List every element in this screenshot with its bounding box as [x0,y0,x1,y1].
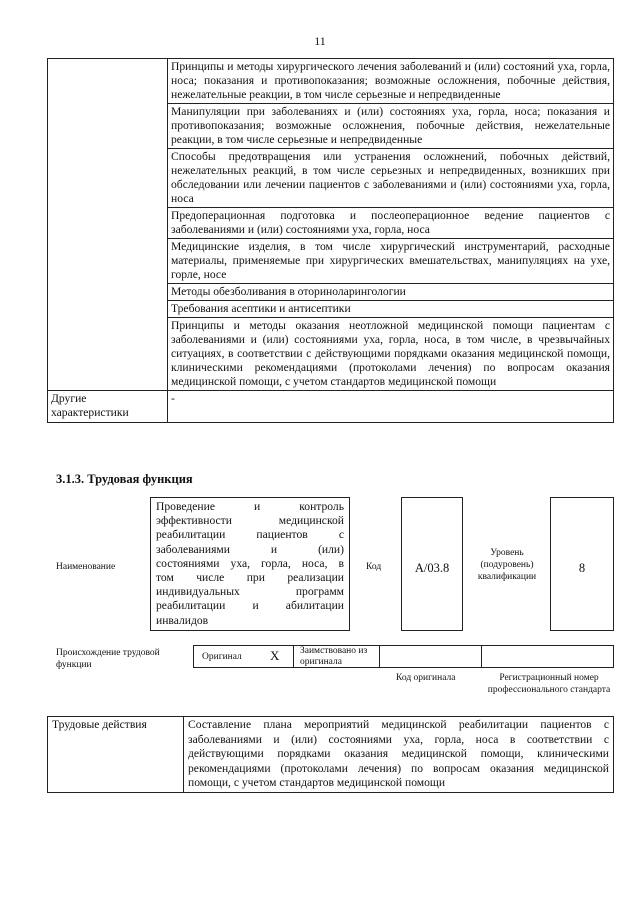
other-characteristics-value: - [168,391,614,423]
knowledge-item: Манипуляции при заболеваниях и (или) состояниях уха, горла, носа; показания и противопоказания; возможные осложнения, побочные действия, нежелательные реакции, в том числе серьезные и непредвиденные [168,104,614,149]
name-line: эффективности медицинской [156,514,344,528]
level-label: Уровень (подуровень) квалификации [477,548,537,582]
original-cell [194,646,294,667]
actions-text: Составление плана мероприятий медицинской реабилитации пациентов с заболеваниями и (или) состояниями уха, горла, носа в соответствии с действующими порядками оказания медицинской помощи, клиническими рекомендациями (протоколами лечения) по вопросам оказания медицинской помощи, с учетом стандартов медицинской помощи [184,717,614,793]
knowledge-item: Способы предотвращения или устранения осложнений, побочных действий, нежелательных реакций, в том числе серьезных и непредвиденных, возникших при обследовании или лечении пациентов с заболеваниями и (или) состояниями уха, горла, носа [168,149,614,208]
name-line: индивидуальных программ [156,585,344,599]
name-line: реабилитации и абилитации [156,599,344,613]
name-line: заболеваниями и (или) [156,542,344,556]
table-row [48,391,614,423]
code-original-label: Код оригинала [396,673,456,683]
page-number: 11 [314,34,326,48]
origin-row [193,645,614,668]
name-line: состояниями уха, горла, носа, в [156,556,344,570]
code-value: А/03.8 [401,497,463,631]
level-value: 8 [550,497,614,631]
knowledge-item: Медицинские изделия, в том числе хирургический инструментарий, расходные материалы, применяемые при хирургических вмешательствах, манипуляциях на ухе, горле, носе [168,239,614,284]
borrowed-cell [294,646,380,667]
code-label: Код [366,562,382,572]
actions-label: Трудовые действия [48,717,184,793]
function-name-box [150,497,350,631]
other-characteristics-label: Другие характеристики [48,391,168,423]
table-row [48,717,614,793]
borrowed-label: Заимствовано из оригинала [300,646,368,667]
name-line: инвалидов [156,613,209,627]
section-title: 3.1.3. Трудовая функция [56,472,193,486]
requirements-table [47,58,614,423]
name-label: Наименование [56,562,116,572]
required-knowledge-cell [48,59,168,391]
knowledge-item: Требования асептики и антисептики [168,301,614,318]
origin-label: Происхождение трудовой функции [56,648,160,670]
reg-number-label: Регистрационный номер профессионального стандарта [487,673,611,695]
name-line: реабилитации пациентов с [156,528,344,542]
knowledge-item: Принципы и методы хирургического лечения заболеваний и (или) состояний уха, горла, носа; показания и противопоказания; возможные осложнения, побочные действия, нежелательные реакции, в том числе серьезные и непредвиденные [168,59,614,104]
knowledge-item: Принципы и методы оказания неотложной медицинской помощи пациентам с заболеваниями и (или) состояниями уха, горла, носа, в том числе, в чрезвычайных ситуациях, в соответствии с действующими порядками оказания медицинской помощи, клиническими рекомендациями (протоколами лечения) по вопросам оказания медицинской помощи, с учетом стандартов медицинской помощи [168,318,614,391]
code-original-cell [380,646,482,667]
table-row [48,59,614,104]
knowledge-item: Методы обезболивания в оториноларингологии [168,284,614,301]
original-label: Оригинал [202,652,242,662]
actions-table [47,716,614,793]
knowledge-item: Предоперационная подготовка и послеоперационное ведение пациентов с заболеваниями и (или) состояниями уха, горла, носа [168,208,614,239]
original-mark: X [270,648,280,663]
name-line: том числе при реализации [156,571,344,585]
name-line: Проведение и контроль [156,500,344,513]
